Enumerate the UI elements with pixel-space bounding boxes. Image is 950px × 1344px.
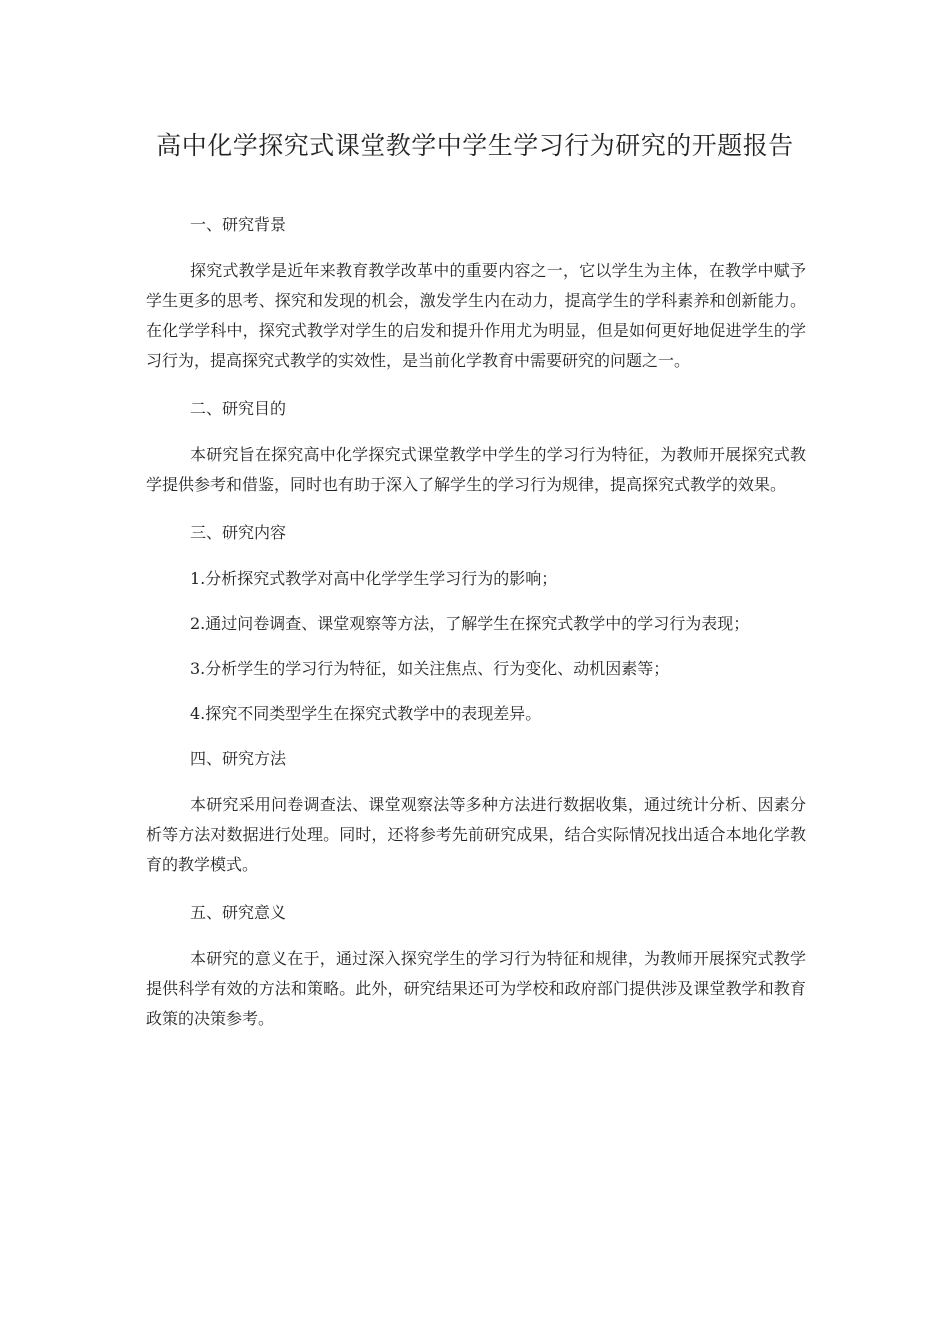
section-purpose — [146, 394, 806, 500]
paragraph: 本研究的意义在于，通过深入探究学生的学习行为特征和规律，为教师开展探究式教学提供科学有效的方法和策略。此外，研究结果还可为学校和政府部门提供涉及课堂教学和教育政策的决策参考。 — [146, 949, 806, 1028]
paragraph: 本研究旨在探究高中化学探究式课堂教学中学生的学习行为特征，为教师开展探究式教学提供参考和借鉴，同时也有助于深入了解学生的学习行为规律，提高探究式教学的效果。 — [146, 445, 806, 494]
list-item: 1.分析探究式教学对高中化学学生学习行为的影响； — [190, 569, 558, 588]
section-heading: 三、研究内容 — [190, 523, 287, 542]
list-item: 4.探究不同类型学生在探究式教学中的表现差异。 — [190, 704, 542, 723]
paragraph: 探究式教学是近年来教育教学改革中的重要内容之一，它以学生为主体，在教学中赋予学生更多的思考、探究和发现的机会，激发学生内在动力，提高学生的学科素养和创新能力。在化学学科中，探究式教学对学生的启发和提升作用尤为明显，但是如何更好地促进学生的学习行为，提高探究式教学的实效性，是当前化学教育中需要研究的问题之一。 — [146, 261, 806, 370]
section-heading: 四、研究方法 — [190, 749, 287, 768]
section-content — [146, 518, 806, 729]
section-heading: 五、研究意义 — [190, 903, 287, 922]
section-background — [146, 210, 806, 376]
paragraph: 本研究采用问卷调查法、课堂观察法等多种方法进行数据收集，通过统计分析、因素分析等方法对数据进行处理。同时，还将参考先前研究成果，结合实际情况找出适合本地化学教育的教学模式。 — [146, 795, 806, 874]
section-heading: 一、研究背景 — [190, 215, 287, 234]
section-heading: 二、研究目的 — [190, 399, 287, 418]
document-body — [146, 210, 806, 1048]
list-item: 2.通过问卷调查、课堂观察等方法，了解学生在探究式教学中的学习行为表现； — [190, 614, 750, 633]
document-title: 高中化学探究式课堂教学中学生学习行为研究的开题报告 — [156, 131, 794, 160]
list-item: 3.分析学生的学习行为特征，如关注焦点、行为变化、动机因素等； — [190, 659, 670, 678]
section-method — [146, 744, 806, 880]
section-significance — [146, 898, 806, 1034]
